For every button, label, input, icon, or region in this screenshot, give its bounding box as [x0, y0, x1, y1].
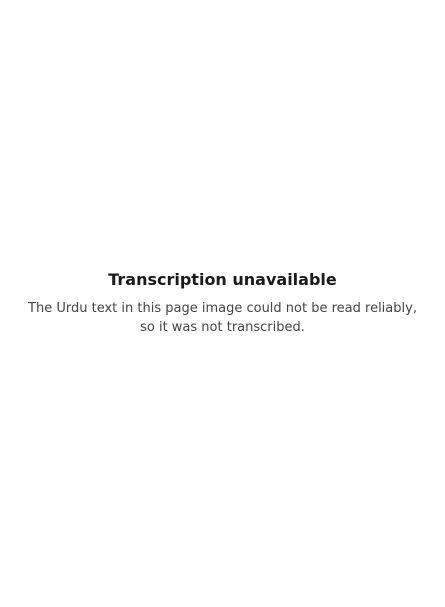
notice-message: The Urdu text in this page image could not be read reliably, so it was not transcribed. [28, 300, 417, 335]
notice-title: Transcription unavailable [108, 269, 337, 289]
